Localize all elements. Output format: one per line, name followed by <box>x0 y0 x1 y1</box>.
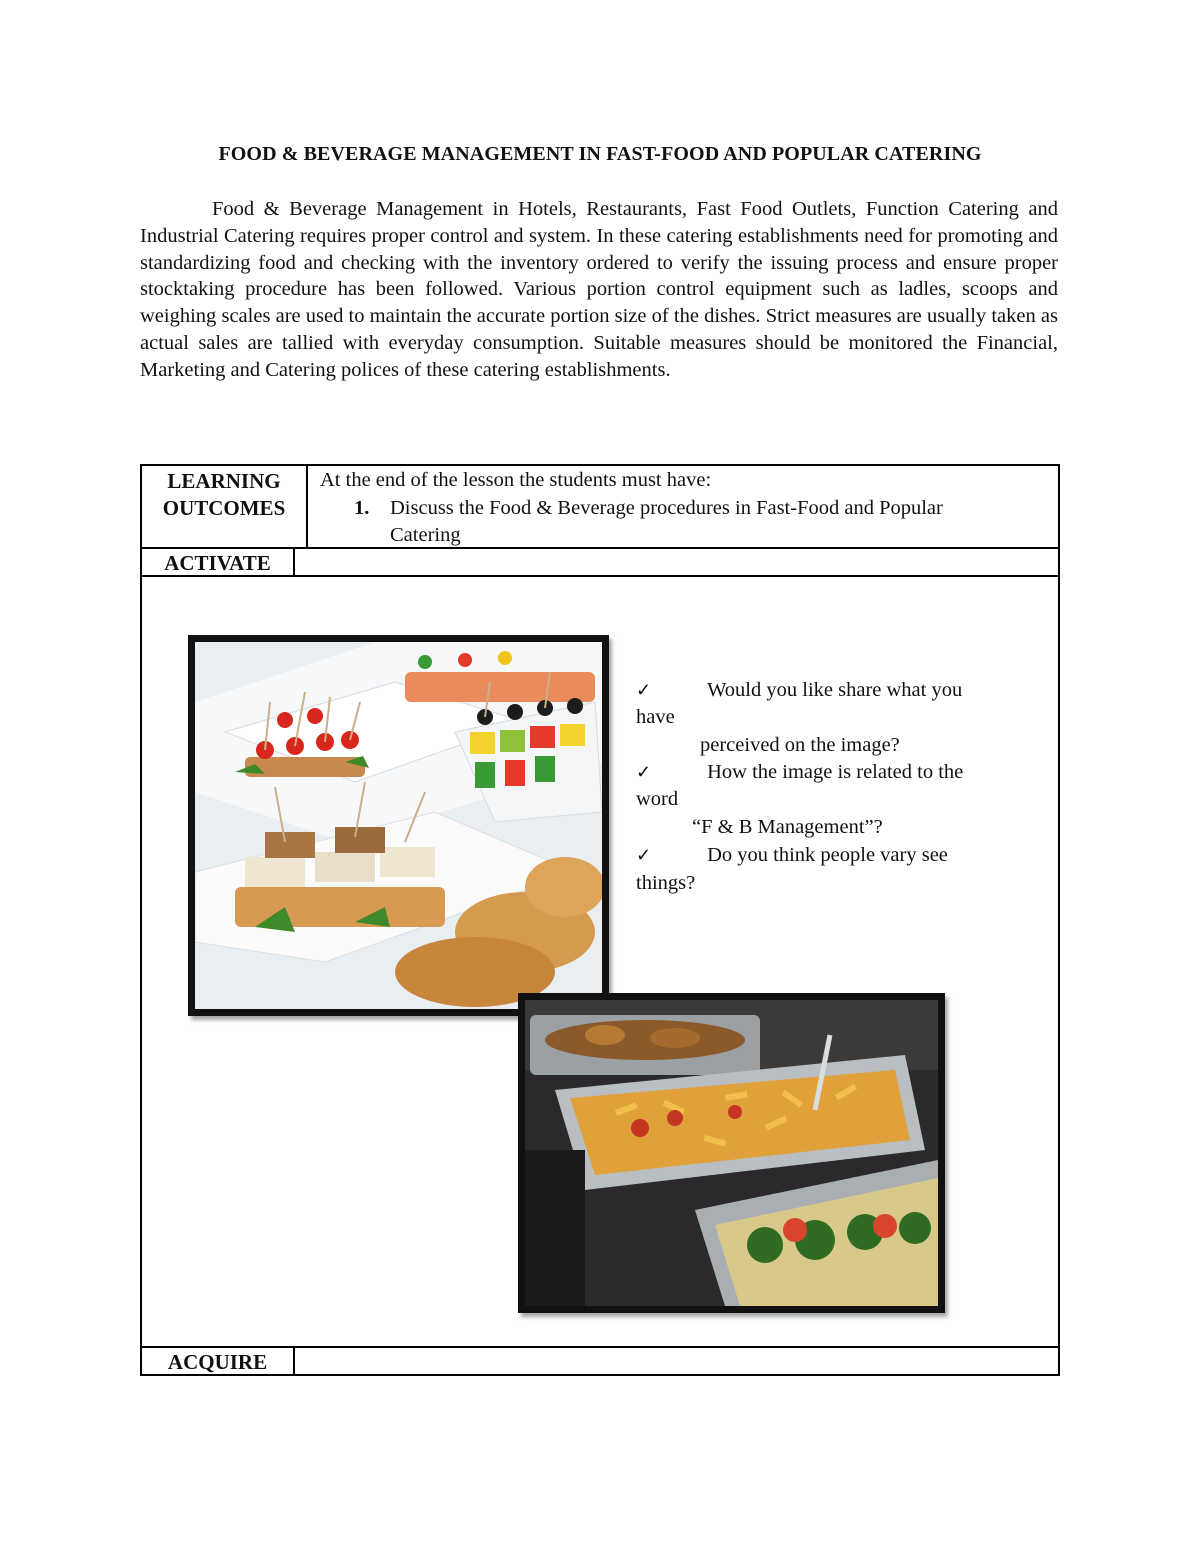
outcome-number: 1. <box>354 497 370 519</box>
question-2-line-3: “F & B Management”? <box>692 816 883 838</box>
intro-paragraph: Food & Beverage Management in Hotels, Restaurants, Fast Food Outlets, Function Catering and Industrial Catering requires proper control and system. In these catering establishments need for promoting and standardizing food and checking with the inventory ordered to verify the issuing process and ensure proper stocktaking procedure has been followed. Various portion control equipment such as ladles, scoops and weighing scales are used to maintain the accurate portion size of the dishes. Strict measures are usually taken as actual sales are tallied with everyday consumption. Suitable measures should be monitored the Financial, Marketing and Catering polices of these catering establishments. <box>140 198 1058 381</box>
learning-label-line-2: OUTCOMES <box>162 496 286 520</box>
canapes-illustration <box>195 642 602 1009</box>
check-mark-icon: ✓ <box>636 680 652 700</box>
question-2-line-1 <box>636 759 963 787</box>
check-mark-icon: ✓ <box>636 845 652 865</box>
check-mark-icon: ✓ <box>636 762 652 782</box>
question-3-line-1 <box>636 842 948 870</box>
activate-divider <box>293 547 295 577</box>
buffet-illustration <box>525 1000 938 1306</box>
outcome-line-1: Discuss the Food & Beverage procedures in Fast-Food and Popular <box>390 497 943 519</box>
learning-outcomes-divider <box>306 464 308 549</box>
acquire-label: ACQUIRE <box>167 1350 268 1374</box>
document-title: FOOD & BEVERAGE MANAGEMENT IN FAST-FOOD AND POPULAR CATERING <box>218 143 982 165</box>
question-1-text: Would you like share what you <box>707 679 963 701</box>
buffet-photo <box>518 993 945 1313</box>
learning-intro-text: At the end of the lesson the students must have: <box>320 469 712 491</box>
question-1-line-1 <box>636 677 962 705</box>
acquire-divider <box>293 1346 295 1376</box>
question-3-line-2: things? <box>636 872 696 894</box>
activate-label: ACTIVATE <box>164 551 271 575</box>
learning-label-line-1: LEARNING <box>167 469 281 493</box>
canapes-photo <box>188 635 609 1016</box>
question-1-line-2: have <box>636 706 675 728</box>
question-2-text: How the image is related to the <box>707 761 964 783</box>
outcome-line-2: Catering <box>390 524 461 546</box>
question-3-text: Do you think people vary see <box>707 844 948 866</box>
question-1-line-3: perceived on the image? <box>700 734 900 756</box>
question-2-line-2: word <box>636 788 679 810</box>
